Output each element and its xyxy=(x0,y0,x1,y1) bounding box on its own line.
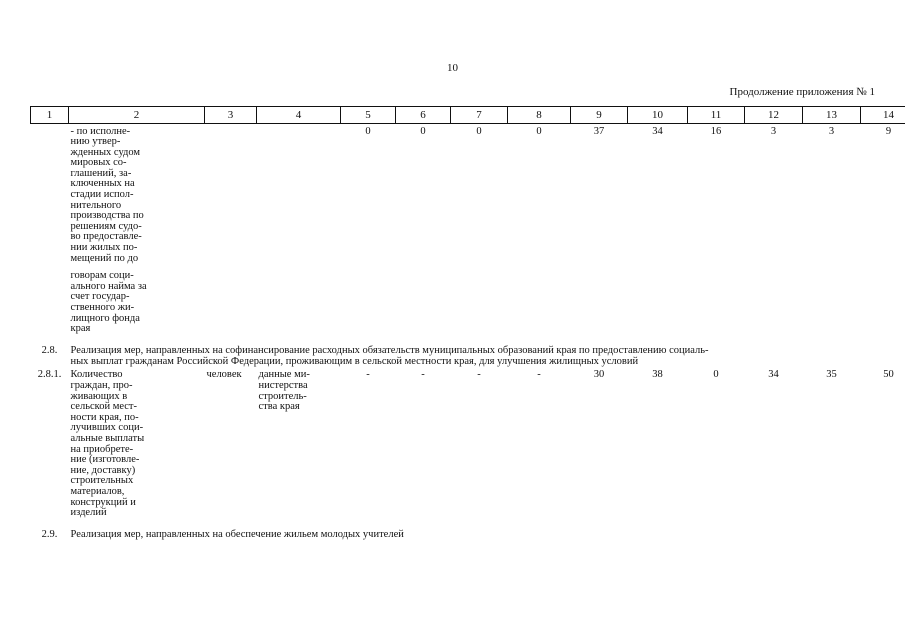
indicators-table xyxy=(30,106,905,540)
value-cell: 37 xyxy=(593,125,605,137)
section-row xyxy=(31,346,905,368)
value-cell: 3 xyxy=(770,125,777,137)
column-header: 5 xyxy=(341,107,396,124)
value-cell: 3 xyxy=(828,125,835,137)
value-cell: 38 xyxy=(652,369,663,381)
value-cell: - xyxy=(537,369,541,381)
column-header: 8 xyxy=(508,107,571,124)
row-code: 2.8.1. xyxy=(37,369,62,381)
section-code: 2.9. xyxy=(41,528,58,540)
column-header: 13 xyxy=(803,107,861,124)
value-cell: 9 xyxy=(885,125,892,137)
section-row xyxy=(31,530,905,541)
value-cell: 0 xyxy=(536,125,542,137)
column-header: 11 xyxy=(688,107,745,124)
source-cell: данные ми- нистерства строитель- ства края xyxy=(258,369,310,413)
value-cell: - xyxy=(477,369,481,381)
column-header: 4 xyxy=(257,107,341,124)
column-header: 7 xyxy=(451,107,508,124)
value-cell: 0 xyxy=(476,125,482,137)
value-cell: 0 xyxy=(365,125,371,137)
value-cell: - xyxy=(366,369,370,381)
indicator-name: Количество граждан, про- живающих в сельской мест- ности края, по- лучивших соци- альные выплаты на приобрете- ние (изготовле- ние, доставку) строительных материалов, конструкций и изделий xyxy=(70,369,145,519)
unit-cell: человек xyxy=(206,369,242,381)
section-code: 2.8. xyxy=(41,344,58,356)
page-number: 10 xyxy=(447,62,458,74)
column-header: 10 xyxy=(628,107,688,124)
value-cell: 16 xyxy=(710,125,722,137)
value-cell: 0 xyxy=(420,125,426,137)
indicator-name xyxy=(69,127,205,335)
value-cell: 35 xyxy=(826,369,837,381)
table-row xyxy=(31,127,905,335)
value-cell: 50 xyxy=(883,369,894,381)
column-header: 2 xyxy=(69,107,205,124)
value-cell: 0 xyxy=(713,369,719,381)
column-header: 14 xyxy=(861,107,905,124)
column-header: 3 xyxy=(205,107,257,124)
value-cell: 34 xyxy=(768,369,779,381)
indicator-name-part: говорам соци- ального найма за счет государ- ственного жи- лищного фонда края xyxy=(70,270,147,335)
indicator-name-part: - по исполне- нию утвер- жденных судом мировых со- глашений, за- ключенных на стадии испол- нительного производства по решениям судо- во предоставле- нии жилых по- мещений по до xyxy=(70,125,144,264)
column-number-row xyxy=(31,107,905,124)
column-header: 1 xyxy=(31,107,69,124)
column-header: 9 xyxy=(571,107,628,124)
value-cell: 30 xyxy=(593,369,605,381)
section-title: Реализация мер, направленных на софинансирование расходных обязательств муниципальных образований края по предоставлению социаль- ных выплат гражданам Российской Федерации, проживающим в сельской местности края, для улучшения жилищных условий xyxy=(70,344,709,367)
column-header: 6 xyxy=(396,107,451,124)
value-cell: 34 xyxy=(652,125,663,137)
continuation-label: Продолжение приложения № 1 xyxy=(729,86,875,98)
value-cell: - xyxy=(421,369,425,381)
table-row xyxy=(31,370,905,518)
section-title: Реализация мер, направленных на обеспечение жильем молодых учителей xyxy=(70,528,404,540)
column-header: 12 xyxy=(745,107,803,124)
